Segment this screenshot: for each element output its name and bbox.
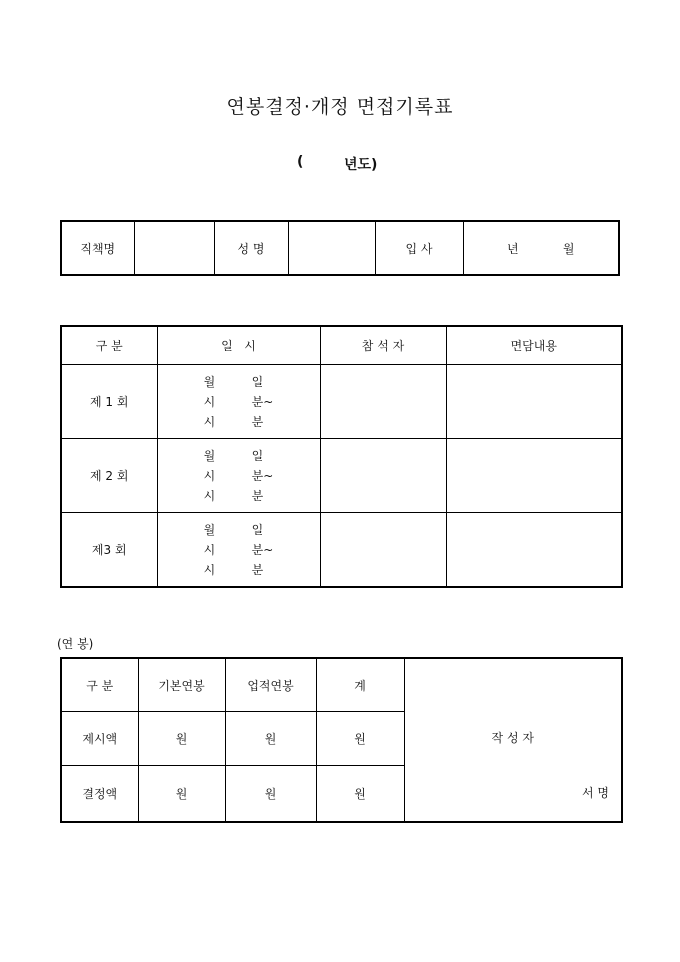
month-label: 월	[203, 448, 216, 463]
page-title: 연봉결정·개정 면접기록표	[226, 96, 454, 118]
salary-performance-field[interactable]: 원	[225, 712, 316, 766]
minute-label: 분	[251, 414, 264, 429]
salary-table	[60, 657, 623, 823]
salary-base-field[interactable]: 원	[138, 712, 225, 766]
interview-row-label: 제 1 회	[61, 365, 157, 439]
position-field[interactable]	[134, 221, 214, 275]
interview-attendees-cell[interactable]	[320, 365, 446, 439]
interview-header-datetime: 일 시	[157, 326, 320, 365]
minute-from-label: 분~	[251, 468, 274, 483]
hour-label: 시	[203, 542, 216, 557]
hour-label: 시	[203, 488, 216, 503]
salary-row-label: 제시액	[61, 712, 138, 766]
interview-header-category: 구 분	[61, 326, 157, 365]
position-label: 직책명	[61, 221, 134, 275]
salary-total-field[interactable]: 원	[316, 712, 404, 766]
minute-label: 분	[251, 562, 264, 577]
join-label: 입 사	[375, 221, 463, 275]
info-table	[60, 220, 620, 276]
join-month-label: 월	[562, 241, 575, 256]
interview-row-label: 제 2 회	[61, 439, 157, 513]
join-date-field[interactable]	[463, 221, 619, 275]
interview-datetime-cell[interactable]	[157, 513, 320, 588]
hour-label: 시	[203, 562, 216, 577]
day-label: 일	[251, 374, 264, 389]
hour-label: 시	[203, 414, 216, 429]
month-label: 월	[203, 522, 216, 537]
interview-datetime-cell[interactable]	[157, 439, 320, 513]
interview-row	[61, 513, 622, 588]
interview-header-attendees: 참 석 자	[320, 326, 446, 365]
writer-label: 작 성 자	[491, 731, 534, 745]
interview-row-label: 제3 회	[61, 513, 157, 588]
salary-base-field[interactable]: 원	[138, 766, 225, 822]
interview-content-cell[interactable]	[446, 513, 622, 588]
year-line	[0, 154, 680, 174]
interview-content-cell[interactable]	[446, 439, 622, 513]
interview-header-content: 면담내용	[446, 326, 622, 365]
writer-signature-cell[interactable]	[404, 658, 622, 822]
interview-row	[61, 365, 622, 439]
minute-label: 분	[251, 488, 264, 503]
salary-header-total: 계	[316, 658, 404, 712]
salary-header-base: 기본연봉	[138, 658, 225, 712]
month-label: 월	[203, 374, 216, 389]
salary-performance-field[interactable]: 원	[225, 766, 316, 822]
name-label: 성 명	[214, 221, 288, 275]
day-label: 일	[251, 448, 264, 463]
interview-table	[60, 325, 623, 588]
year-open-paren: (	[297, 154, 304, 170]
interview-attendees-cell[interactable]	[320, 439, 446, 513]
interview-attendees-cell[interactable]	[320, 513, 446, 588]
name-field[interactable]	[288, 221, 375, 275]
salary-section-label: (연 봉)	[57, 637, 94, 651]
salary-header-performance: 업적연봉	[225, 658, 316, 712]
signature-label: 서 명	[582, 785, 609, 800]
salary-header-category: 구 분	[61, 658, 138, 712]
interview-row	[61, 439, 622, 513]
join-year-label: 년	[507, 241, 519, 256]
salary-total-field[interactable]: 원	[316, 766, 404, 822]
day-label: 일	[251, 522, 264, 537]
year-label: 년도)	[344, 157, 378, 173]
minute-from-label: 분~	[251, 394, 274, 409]
salary-row-label: 결정액	[61, 766, 138, 822]
hour-label: 시	[203, 468, 216, 483]
hour-label: 시	[203, 394, 216, 409]
interview-content-cell[interactable]	[446, 365, 622, 439]
minute-from-label: 분~	[251, 542, 274, 557]
interview-datetime-cell[interactable]	[157, 365, 320, 439]
